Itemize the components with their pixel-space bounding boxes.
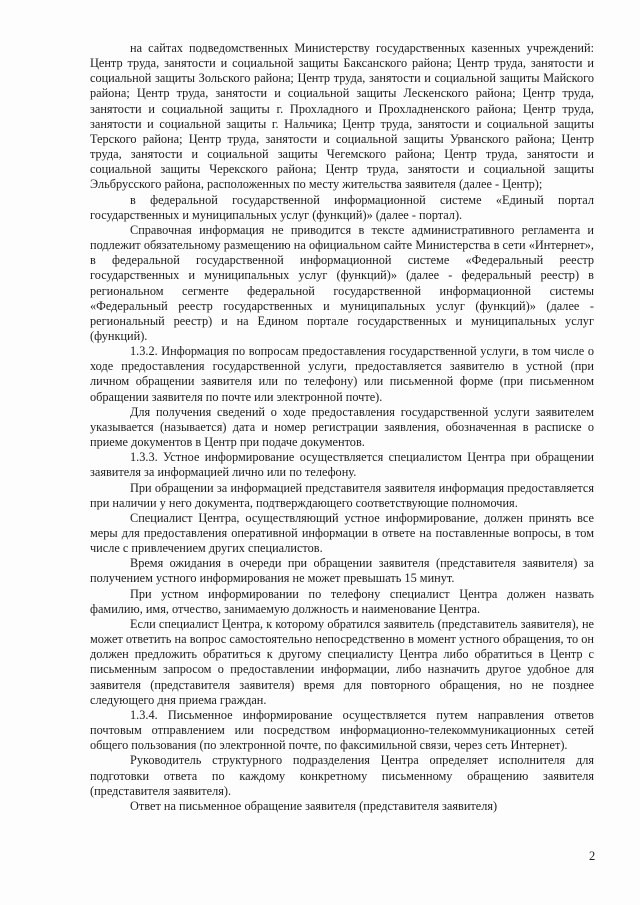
paragraph: на сайтах подведомственных Министерству государственных казенных учреждений: Центр труда, занятости и социальной защиты Баксанского района; Центр труда, занятости и социальной защиты Зольского района; Центр труда, занятости и социальной защиты Майского района; Центр труда, занятости и социальной защиты Лескенского района; Центр труда, занятости и социальной защиты г. Прохладного и Прохладненского района; Центр труда, занятости и социальной защиты г. Нальчика; Центр труда, занятости и социальной защиты Терского района; Центр труда, занятости и социальной защиты Урванского района; Центр труда, занятости и социальной защиты Чегемского района; Центр труда, занятости и социальной защиты Черекского района; Центр труда, занятости и социальной защиты Эльбрусского района, расположенных по месту жительства заявителя (далее - Центр);	[90, 41, 594, 192]
paragraph: 1.3.2. Информация по вопросам предоставления государственной услуги, в том числе о ходе предоставления государственной услуги, предоставляется заявителю в устной (при личном обращении заявителя или по телефону) или письменной форме (при письменном обращении заявителя по почте или электронной почте).	[90, 344, 594, 404]
paragraph: Время ожидания в очереди при обращении заявителя (представителя заявителя) за получением устного информирования не может превышать 15 минут.	[90, 556, 594, 586]
paragraph: 1.3.4. Письменное информирование осуществляется путем направления ответов почтовым отправлением или посредством информационно-телекоммуникационных сетей общего пользования (по электронной почте, по факсимильной связи, через сеть Интернет).	[90, 707, 594, 753]
paragraph: Если специалист Центра, к которому обратился заявитель (представитель заявителя), не может ответить на вопрос самостоятельно непосредственно в момент устного обращения, то он должен предложить обратиться к другому специалисту Центра либо обратиться в Центр с письменным запросом о предоставлении информации, либо назначить другое удобное для заявителя (представителя заявителя) время для повторного обращения, но не позднее следующего дня приема граждан.	[90, 616, 594, 707]
page-number: 2	[589, 849, 596, 863]
paragraph: 1.3.3. Устное информирование осуществляется специалистом Центра при обращении заявителя за информацией лично или по телефону.	[90, 450, 594, 480]
paragraph: При устном информировании по телефону специалист Центра должен назвать фамилию, имя, отчество, занимаемую должность и наименование Центра.	[90, 586, 594, 616]
paragraph: в федеральной государственной информационной системе «Единый портал государственных и муниципальных услуг (функций)» (далее - портал).	[90, 192, 594, 222]
paragraph: Ответ на письменное обращение заявителя (представителя заявителя)	[130, 798, 498, 813]
paragraph: Руководитель структурного подразделения Центра определяет исполнителя для подготовки ответа по каждому конкретному письменному обращению заявителя (представителя заявителя).	[90, 753, 594, 798]
paragraph: Для получения сведений о ходе предоставления государственной услуги заявителем указывается (называется) дата и номер регистрации заявления, обозначенная в расписке о приеме документов в Центр при подаче документов.	[90, 404, 594, 450]
document-body	[90, 41, 594, 814]
paragraph: Специалист Центра, осуществляющий устное информирование, должен принять все меры для предоставления оперативной информации в ответе на поставленные вопросы, в том числе с привлечением других специалистов.	[90, 510, 594, 556]
paragraph: При обращении за информацией представителя заявителя информация предоставляется при наличии у него документа, подтверждающего соответствующие полномочия.	[90, 480, 594, 510]
paragraph: Справочная информация не приводится в тексте административного регламента и подлежит обязательному размещению на официальном сайте Министерства в сети «Интернет», в федеральной государственной информационной системе «Федеральный реестр государственных и муниципальных услуг (функций)» (далее - федеральный реестр) в региональном сегменте федеральной государственной информационной системы «Федеральный реестр государственных и муниципальных услуг (функций)» (далее - региональный реестр) и на Едином портале государственных и муниципальных услуг (функций).	[90, 222, 594, 343]
